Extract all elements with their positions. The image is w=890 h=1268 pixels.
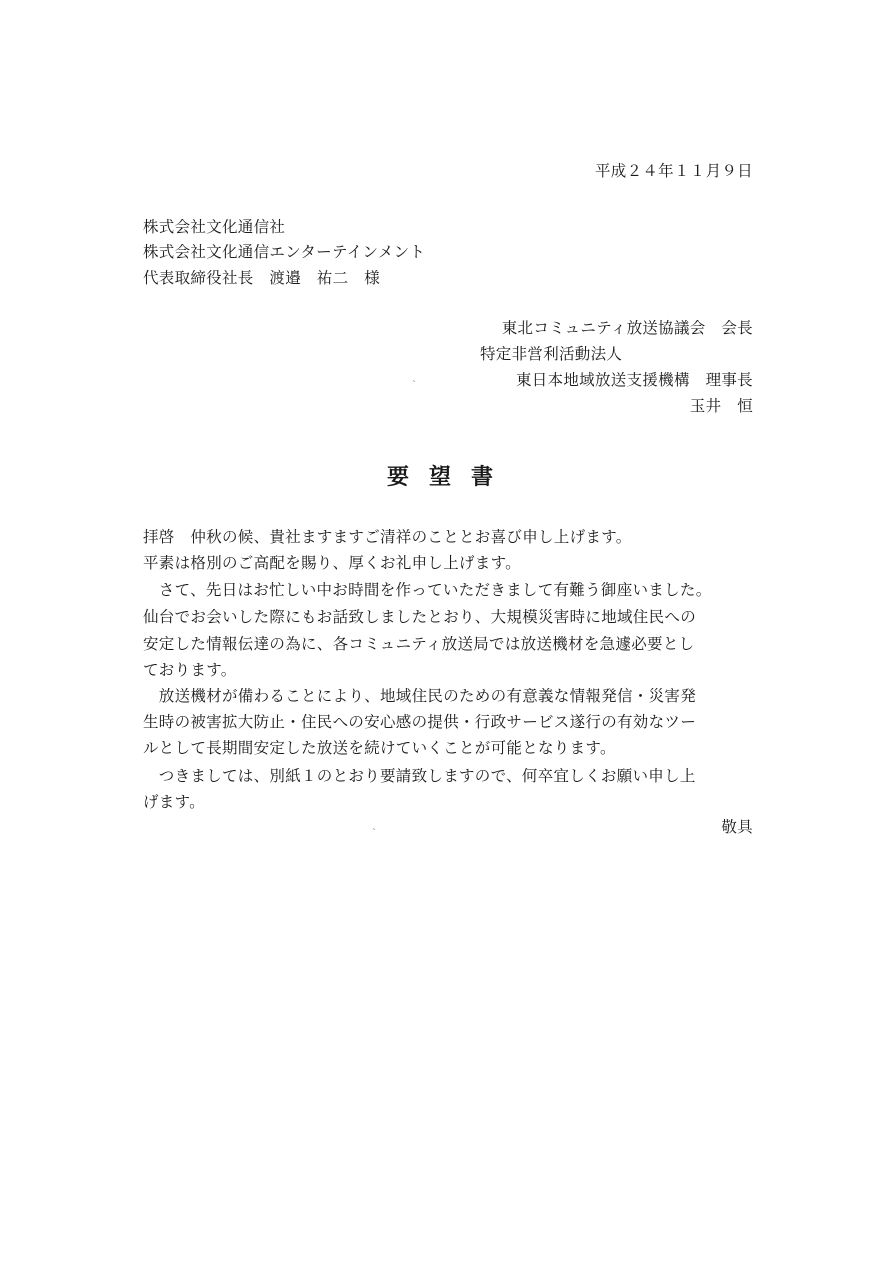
- sender-name: 玉井 恒: [689, 397, 753, 415]
- body-line: 放送機材が備わることにより、地域住民のための有意義な情報発信・災害発: [143, 687, 697, 705]
- body-line: ております。: [143, 661, 237, 679]
- closing-word: 敬具: [721, 818, 753, 836]
- body-line: 仙台でお会いした際にもお話致しましたとおり、大規模災害時に地域住民への: [143, 608, 697, 626]
- sender-org-2: 東日本地域放送支援機構 理事長: [515, 371, 753, 389]
- scan-speck: ˋ: [372, 828, 377, 839]
- scan-speck: ˋ: [412, 380, 417, 391]
- body-line: つきましては、別紙１のとおり要請致しますので、何卒宜しくお願い申し上: [143, 767, 696, 785]
- recipient-company-2: 株式会社文化通信エンターテインメント: [143, 243, 426, 261]
- document-title: 要望書: [386, 465, 513, 490]
- body-line: げます。: [143, 793, 205, 811]
- letter-date: 平成２４年１１月９日: [594, 162, 753, 180]
- sender-org-type: 特定非営利活動法人: [480, 345, 623, 363]
- body-line: 安定した情報伝達の為に、各コミュニティ放送局では放送機材を急遽必要とし: [143, 635, 695, 653]
- recipient-company-1: 株式会社文化通信社: [143, 218, 286, 236]
- body-line: ルとして長期間安定した放送を続けていくことが可能となります。: [143, 739, 616, 757]
- body-line: 拝啓 仲秋の候、貴社ますますご清祥のこととお喜び申し上げます。: [143, 528, 632, 546]
- body-line: 平素は格別のご高配を賜り、厚くお礼申し上げます。: [143, 554, 521, 572]
- sender-org-1: 東北コミュニティ放送協議会 会長: [501, 319, 753, 337]
- body-line: 生時の被害拡大防止・住民への安心感の提供・行政サービス遂行の有効なツー: [143, 713, 697, 731]
- body-line: さて、先日はお忙しい中お時間を作っていただきまして有難う御座いました。: [143, 581, 712, 599]
- recipient-name: 代表取締役社長 渡邉 祐二 様: [143, 269, 381, 287]
